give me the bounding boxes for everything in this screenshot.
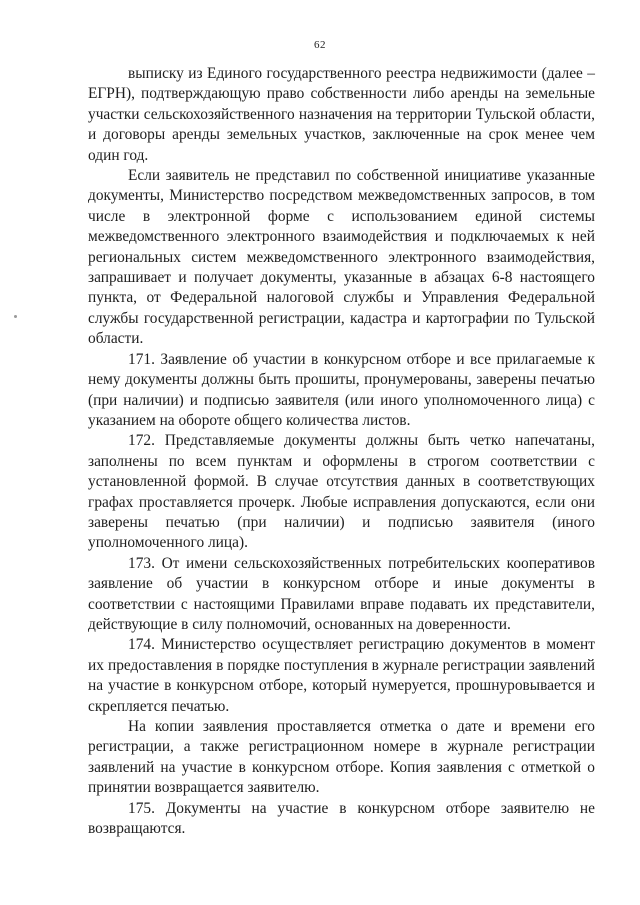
paragraph-174: 174. Министерство осуществляет регистрацию документов в момент их предоставления в порядке поступления в журнале регистрации заявлений на участие в конкурсном отборе, который нумеруется, прошнуровывается и скрепляется печатью. [88, 636, 595, 715]
scan-speck [14, 315, 17, 318]
paragraph-173: 173. От имени сельскохозяйственных потребительских кооперативов заявление об участии в конкурсном отборе и иные документы в соответствии с настоящими Правилами вправе подавать их представители, действующие в силу полномочий, основанных на доверенности. [88, 554, 595, 633]
paragraph-egrn-extract: выписку из Единого государственного реестра недвижимости (далее – ЕГРН), подтверждающую право собственности либо аренды на земельные участки сельскохозяйственного назначения на территории Тульской области, и договоры аренды земельных участков, заключенные на срок менее чем один год. [88, 65, 595, 164]
page-number: 62 [314, 39, 326, 51]
paragraph-application-copy: На копии заявления проставляется отметка о дате и времени его регистрации, а также регистрационном номере в журнале регистрации заявлений на участие в конкурсном отборе. Копия заявления с отметкой о принятии возвращается заявителю. [88, 718, 595, 797]
paragraph-interagency-requests: Если заявитель не представил по собственной инициативе указанные документы, Министерство посредством межведомственных запросов, в том числе в электронной форме с использованием единой системы межведомственного электронного взаимодействия и подключаемых к ней региональных систем межведомственного электронного взаимодействия, запрашивает и получает документы, указанные в абзацах 6-8 настоящего пункта, от Федеральной налоговой службы и Управления Федеральной службы государственной регистрации, кадастра и картографии по Тульской области. [88, 167, 595, 348]
body-text [88, 64, 595, 839]
paragraph-172: 172. Представляемые документы должны быть четко напечатаны, заполнены по всем пунктам и оформлены в строгом соответствии с установленной формой. В случае отсутствия данных в соответствующих графах проставляется прочерк. Любые исправления допускаются, если они заверены печатью (при наличии) и подписью заявителя (иного уполномоченного лица). [88, 432, 595, 552]
paragraph-175: 175. Документы на участие в конкурсном отборе заявителю не возвращаются. [88, 799, 595, 838]
paragraph-171: 171. Заявление об участии в конкурсном отборе и все прилагаемые к нему документы должны быть прошиты, пронумерованы, заверены печатью (при наличии) и подписью заявителя (или иного уполномоченного лица) с указанием на обороте общего количества листов. [88, 350, 595, 429]
